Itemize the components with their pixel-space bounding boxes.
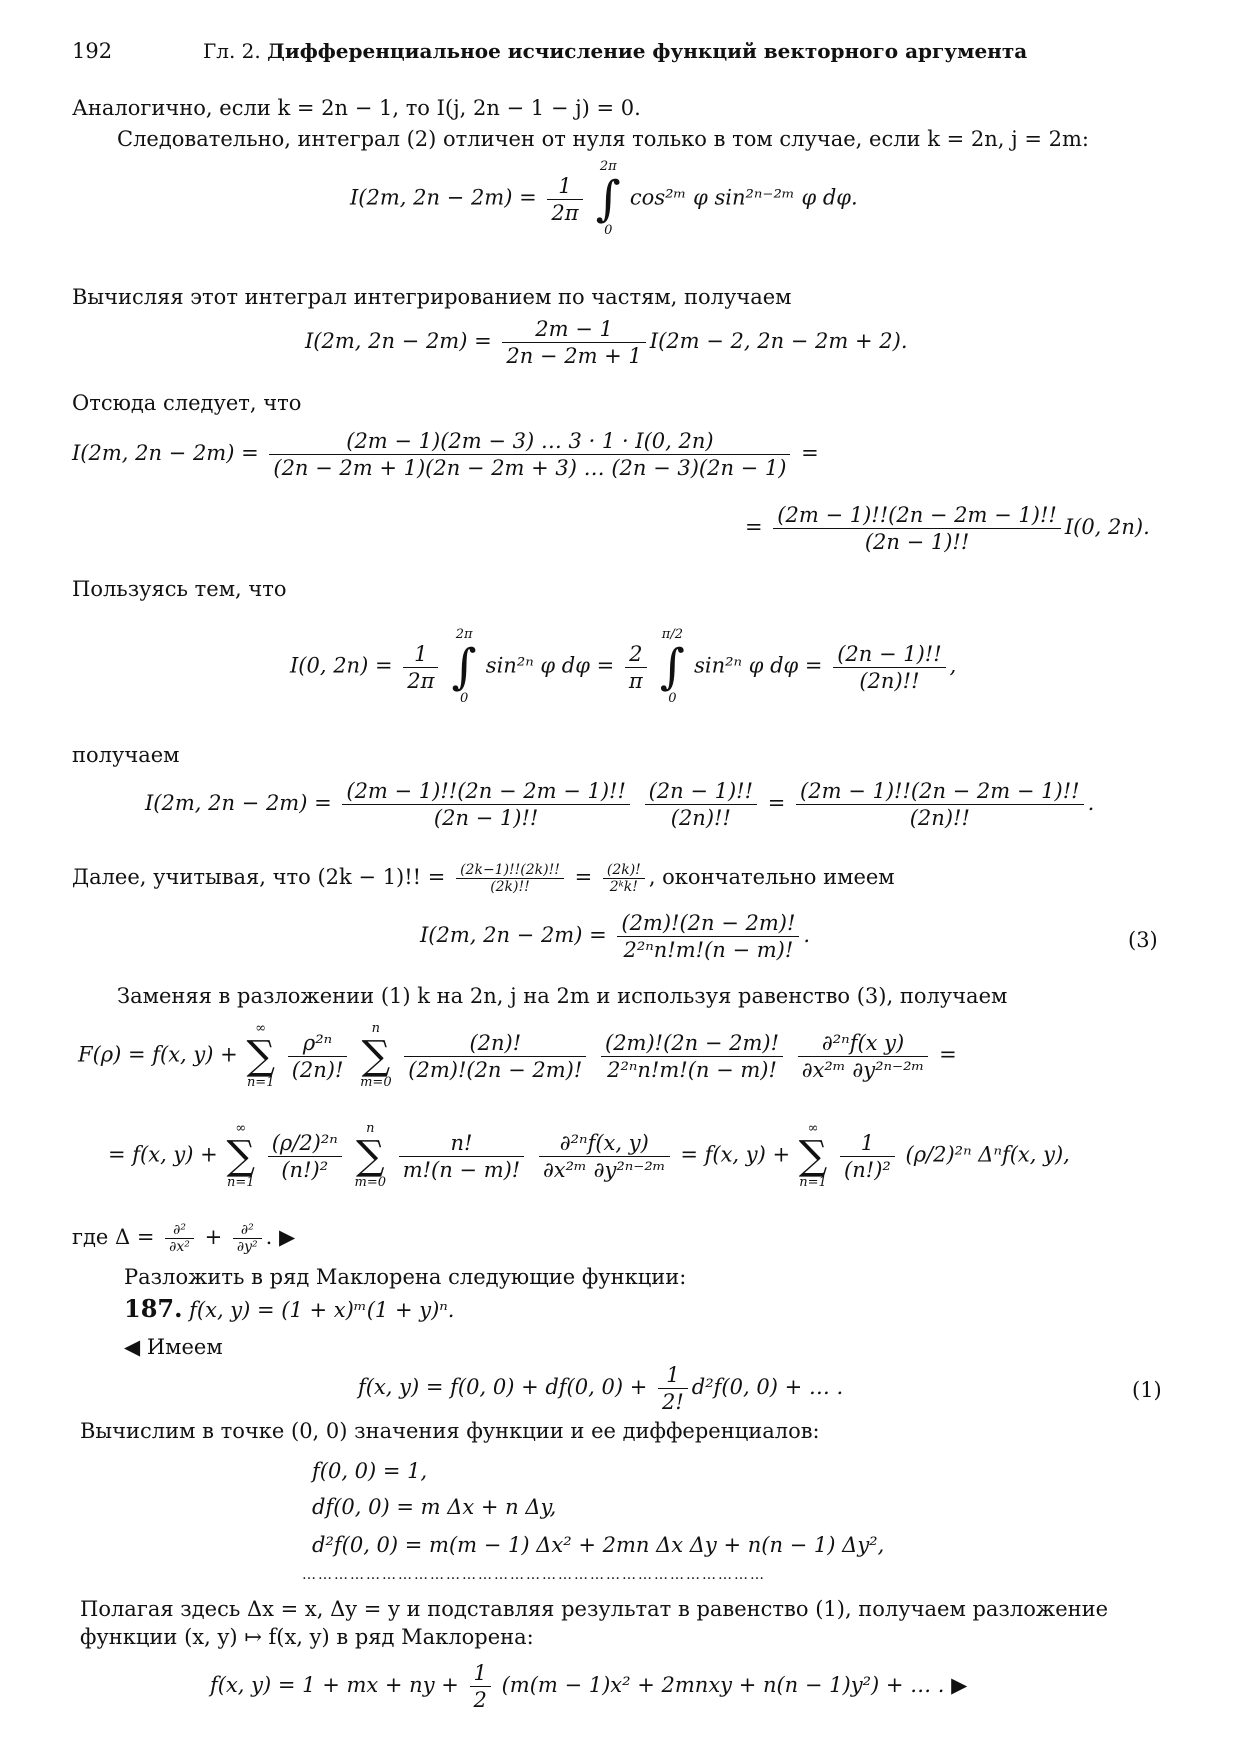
numerator: (ρ/2)²ⁿ xyxy=(268,1130,342,1157)
fraction xyxy=(617,910,799,963)
formula-part: (m(m − 1)x² + 2mnxy + n(n − 1)y²) + … . ▶ xyxy=(501,1673,968,1697)
text-line: Отсюда следует, что xyxy=(72,391,302,415)
fraction xyxy=(601,1030,783,1083)
lower-limit: n=1 xyxy=(246,1075,275,1090)
lower-limit: m=0 xyxy=(354,1175,386,1190)
lower-limit: m=0 xyxy=(360,1075,392,1090)
fraction xyxy=(625,641,647,694)
formula-part: I(2m, 2n − 2m) = xyxy=(72,441,259,465)
formula-product xyxy=(72,428,819,481)
text-line: Аналогично, если k = 2n − 1, то I(j, 2n − 1 − j) = 0. xyxy=(72,96,641,120)
formula-part: I(2m − 2, 2n − 2m + 2). xyxy=(649,329,908,353)
fraction xyxy=(796,778,1084,831)
denominator: (2n − 1)!! xyxy=(433,806,539,830)
formula-expansion xyxy=(210,1660,967,1713)
formula-integral xyxy=(350,160,858,238)
formula-part: d²f(0, 0) + … . xyxy=(691,1375,844,1399)
text-line: функции (x, y) ↦ f(x, y) в ряд Маклорена: xyxy=(80,1625,534,1649)
denominator: (2m)!(2n − 2m)! xyxy=(408,1057,583,1082)
chapter-header xyxy=(203,38,1027,64)
formula-wallis xyxy=(290,628,956,706)
upper-limit: 2π xyxy=(599,159,617,174)
numerator: n! xyxy=(399,1130,525,1157)
text-part: . ▶ xyxy=(265,1225,296,1249)
numerator: ∂²ⁿf(x, y) xyxy=(539,1130,670,1157)
problem-187 xyxy=(124,1296,454,1323)
formula-part: (ρ/2)²ⁿ Δⁿf(x, y), xyxy=(905,1142,1070,1167)
denominator: 2²ⁿn!m!(n − m)! xyxy=(607,1057,777,1082)
denominator: 2²ⁿn!m!(n − m)! xyxy=(623,938,794,962)
denominator: m!(n − m)! xyxy=(402,1157,521,1182)
text-line: Разложить в ряд Маклорена следующие функции: xyxy=(124,1265,687,1289)
upper-limit: ∞ xyxy=(255,1021,267,1036)
formula-part: f(x, y) = 1 + mx + ny + xyxy=(210,1673,459,1697)
text-line: получаем xyxy=(72,743,180,767)
text-part: где Δ = xyxy=(72,1225,155,1249)
formula-part: = xyxy=(939,1042,957,1067)
formula-part: = xyxy=(801,441,819,465)
formula-part: I(0, 2n). xyxy=(1064,515,1150,539)
denominator: 2 xyxy=(473,1688,487,1712)
text-part: , окончательно имеем xyxy=(648,865,895,889)
denominator: (2n − 2m + 1)(2n − 2m + 3) … (2n − 3)(2n − 1) xyxy=(273,456,787,480)
text-part: Далее, учитывая, что (2k − 1)!! = xyxy=(72,865,446,889)
text-line: Вычисляя этот интеграл интегрированием по частям, получаем xyxy=(72,285,792,309)
formula-part: = xyxy=(745,515,763,539)
numerator: 1 xyxy=(658,1362,688,1389)
text-line: ◀ Имеем xyxy=(124,1335,223,1359)
fraction xyxy=(840,1130,895,1183)
denominator: 2π xyxy=(407,668,435,693)
text-line: Заменяя в разложении (1) k на 2n, j на 2m и используя равенство (3), получаем xyxy=(117,984,1008,1008)
fraction xyxy=(268,1130,342,1183)
denominator: 2π xyxy=(551,200,579,225)
denominator: (2n)! xyxy=(291,1057,344,1082)
lower-limit: 0 xyxy=(604,223,613,238)
text-line-inline-formula xyxy=(72,862,895,895)
fraction xyxy=(502,316,645,369)
sum-sign: n ∑ m=0 xyxy=(354,1121,386,1190)
formula-part: = f(x, y) + xyxy=(108,1142,218,1167)
formula-part: . xyxy=(803,923,811,947)
formula-result xyxy=(145,778,1094,831)
numerator: ∂² xyxy=(233,1222,262,1239)
numerator: (2m)!(2n − 2m)! xyxy=(601,1030,783,1057)
equation-number: (3) xyxy=(1128,928,1158,952)
page-number: 192 xyxy=(72,39,113,63)
formula-part: cos²ᵐ φ sin²ⁿ⁻²ᵐ φ dφ. xyxy=(629,185,858,210)
numerator: (2k−1)!!(2k)!! xyxy=(456,862,564,879)
text-line: Полагая здесь Δx = x, Δy = y и подставляя результат в равенство (1), получаем разложение xyxy=(80,1597,1109,1621)
upper-limit: ∞ xyxy=(807,1121,819,1136)
fraction xyxy=(165,1222,194,1255)
formula-part: I(2m, 2n − 2m) = xyxy=(305,329,492,353)
formula-final xyxy=(420,910,810,963)
upper-limit: n xyxy=(366,1121,375,1136)
fraction xyxy=(470,1660,491,1713)
upper-limit: π/2 xyxy=(661,627,683,642)
numerator: (2m − 1)(2m − 3) … 3 · 1 · I(0, 2n) xyxy=(269,428,790,455)
denominator: (2n)!! xyxy=(909,806,970,830)
sum-sign: n ∑ m=0 xyxy=(360,1021,392,1090)
chapter-title: Дифференциальное исчисление функций векторного аргумента xyxy=(267,39,1028,63)
numerator: (2m − 1)!!(2n − 2m − 1)!! xyxy=(773,502,1061,529)
upper-limit: 2π xyxy=(455,627,473,642)
formula-maclaurin xyxy=(358,1362,843,1415)
numerator: 2m − 1 xyxy=(502,316,645,343)
chapter-prefix: Гл. 2. xyxy=(203,39,268,63)
fraction xyxy=(658,1362,688,1415)
numerator: 1 xyxy=(547,173,582,200)
lower-limit: 0 xyxy=(668,691,677,706)
fraction xyxy=(399,1130,525,1183)
lower-limit: n=1 xyxy=(799,1175,827,1190)
fraction xyxy=(269,428,790,481)
problem-number: 187. xyxy=(124,1294,183,1323)
integral-sign: 2π ∫ 0 xyxy=(593,160,623,238)
fraction xyxy=(833,641,945,694)
numerator: (2n − 1)!! xyxy=(645,778,757,805)
formula-part: I(2m, 2n − 2m) = xyxy=(145,791,332,815)
fraction xyxy=(547,173,582,226)
fraction xyxy=(233,1222,262,1255)
denominator: ∂y² xyxy=(236,1239,258,1255)
denominator: 2! xyxy=(661,1390,684,1414)
formula-part: I(0, 2n) = xyxy=(290,653,393,678)
denominator: ∂x²ᵐ ∂y²ⁿ⁻²ᵐ xyxy=(542,1157,666,1182)
fraction xyxy=(403,641,438,694)
formula-part: f(x, y) = f(0, 0) + df(0, 0) + xyxy=(358,1375,648,1399)
running-header xyxy=(72,38,112,64)
text-part: + xyxy=(204,1225,223,1249)
numerator: (2m − 1)!!(2n − 2m − 1)!! xyxy=(342,778,630,805)
fraction xyxy=(773,502,1061,555)
formula-double-factorial xyxy=(745,502,1150,555)
numerator: 1 xyxy=(403,641,438,668)
denominator: (n!)² xyxy=(281,1157,329,1182)
denominator: (2k)!! xyxy=(490,879,530,895)
fraction xyxy=(798,1030,929,1083)
fraction xyxy=(539,1130,670,1183)
problem-statement: f(x, y) = (1 + x)ᵐ(1 + y)ⁿ. xyxy=(189,1298,455,1322)
fraction xyxy=(288,1030,348,1083)
formula-series-simplified xyxy=(108,1122,1070,1190)
numerator: ∂²ⁿf(x y) xyxy=(798,1030,929,1057)
numerator: ∂² xyxy=(165,1222,194,1239)
integral-sign: π/2 ∫ 0 xyxy=(657,628,687,706)
denominator: ∂x²ᵐ ∂y²ⁿ⁻²ᵐ xyxy=(801,1057,925,1082)
upper-limit: ∞ xyxy=(235,1121,247,1136)
numerator: (2n − 1)!! xyxy=(833,641,945,668)
lower-limit: n=1 xyxy=(226,1175,255,1190)
numerator: 1 xyxy=(840,1130,895,1157)
formula-part: F(ρ) = f(x, y) + xyxy=(78,1042,238,1067)
denominator: π xyxy=(628,668,643,693)
sum-sign: ∞ ∑ n=1 xyxy=(246,1021,275,1090)
denominator: (2n − 1)!! xyxy=(864,530,970,554)
numerator: (2m − 1)!!(2n − 2m − 1)!! xyxy=(796,778,1084,805)
fraction xyxy=(456,862,564,895)
text-line-laplacian xyxy=(72,1222,295,1255)
text-line: Следовательно, интеграл (2) отличен от нуля только в том случае, если k = 2n, j = 2m: xyxy=(117,127,1089,151)
formula-line: df(0, 0) = m Δx + n Δy, xyxy=(312,1495,557,1519)
dotted-separator: …………………………………………………………………………… xyxy=(302,1567,766,1583)
denominator: ∂x² xyxy=(169,1239,190,1255)
formula-part: I(2m, 2n − 2m) = xyxy=(420,923,607,947)
denominator: 2ᵏk! xyxy=(609,879,638,895)
formula-part: = f(x, y) + xyxy=(680,1142,791,1167)
formula-part: . xyxy=(1087,791,1095,815)
formula-part: I(2m, 2n − 2m) = xyxy=(350,185,537,210)
formula-series xyxy=(78,1022,957,1090)
denominator: (2n)!! xyxy=(670,806,731,830)
formula-part: = xyxy=(767,791,786,815)
numerator: 2 xyxy=(625,641,647,668)
formula-part: sin²ⁿ φ dφ = xyxy=(485,653,615,678)
upper-limit: n xyxy=(371,1021,381,1036)
numerator: ρ²ⁿ xyxy=(288,1030,348,1057)
denominator: (2n)!! xyxy=(859,668,920,693)
sum-sign: ∞ ∑ n=1 xyxy=(798,1121,828,1190)
text-line: Вычислим в точке (0, 0) значения функции и ее дифференциалов: xyxy=(80,1419,820,1443)
formula-part: , xyxy=(949,653,957,678)
fraction xyxy=(404,1030,586,1083)
sum-sign: ∞ ∑ n=1 xyxy=(226,1121,256,1190)
numerator: 1 xyxy=(470,1660,491,1687)
lower-limit: 0 xyxy=(459,691,469,706)
numerator: (2m)!(2n − 2m)! xyxy=(617,910,799,937)
fraction xyxy=(603,862,645,895)
formula-recurrence xyxy=(305,316,908,369)
fraction xyxy=(342,778,630,831)
text-line: Пользуясь тем, что xyxy=(72,577,287,601)
denominator: 2n − 2m + 1 xyxy=(506,344,642,368)
denominator: (n!)² xyxy=(844,1157,891,1182)
numerator: (2n)! xyxy=(404,1030,586,1057)
integral-sign: 2π ∫ 0 xyxy=(449,628,479,706)
equation-number: (1) xyxy=(1132,1378,1162,1402)
numerator: (2k)! xyxy=(603,862,645,879)
formula-part: sin²ⁿ φ dφ = xyxy=(694,653,823,678)
formula-line: f(0, 0) = 1, xyxy=(312,1459,428,1483)
text-part: = xyxy=(574,865,593,889)
formula-line: d²f(0, 0) = m(m − 1) Δx² + 2mn Δx Δy + n(n − 1) Δy², xyxy=(312,1533,885,1557)
fraction xyxy=(645,778,757,831)
